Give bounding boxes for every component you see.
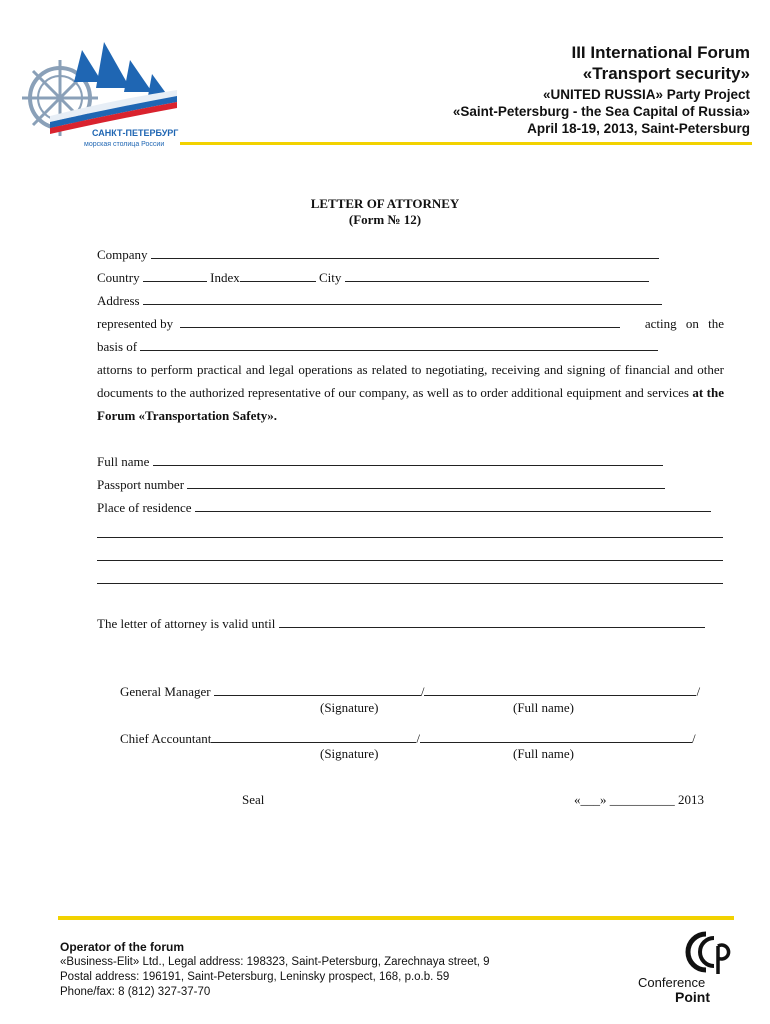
point-label: Point [675, 989, 710, 1005]
residence-line-3[interactable] [97, 560, 723, 561]
ca-fullname-field[interactable] [420, 732, 692, 743]
represented-row [97, 316, 724, 332]
residence-line-4[interactable] [97, 583, 723, 584]
residence-field[interactable] [195, 501, 711, 512]
gm-fullname-field[interactable] [424, 685, 696, 696]
header-line-4: «Saint-Petersburg - the Sea Capital of Russia» [452, 104, 750, 119]
passport-field[interactable] [187, 478, 665, 489]
ca-slash-end: / [691, 731, 696, 746]
gm-slash-end: / [696, 684, 701, 699]
city-label: City [318, 270, 342, 285]
city-field[interactable] [345, 271, 649, 282]
authority-paragraph [97, 358, 724, 427]
header-line-3: «UNITED RUSSIA» Party Project [542, 87, 750, 102]
gm-slash: / [420, 684, 425, 699]
chief-accountant-row [120, 731, 696, 747]
footer-line-3: Phone/fax: 8 (812) 327-37-70 [60, 986, 211, 998]
full-name-row [97, 454, 663, 470]
residence-line-2[interactable] [97, 537, 723, 538]
seal-label: Seal [242, 792, 265, 807]
passport-row [97, 477, 665, 493]
location-row [97, 270, 649, 286]
acting-label: acting on the [644, 316, 724, 331]
address-field[interactable] [143, 294, 662, 305]
general-manager-row [120, 684, 700, 700]
header-line-2: «Transport security» [582, 64, 750, 83]
conference-label: Conference [638, 975, 706, 990]
index-field[interactable] [240, 271, 316, 282]
ca-signature-field[interactable] [211, 732, 416, 743]
general-manager-label: General Manager [120, 684, 211, 699]
forum-logo [12, 30, 197, 155]
valid-until-field[interactable] [279, 617, 705, 628]
gm-fullname-caption: (Full name) [513, 700, 575, 715]
valid-until-row [97, 616, 705, 632]
index-label: Index [210, 270, 240, 285]
represented-label: represented by [97, 316, 174, 331]
address-label: Address [97, 293, 140, 308]
header-divider [180, 142, 752, 145]
full-name-label: Full name [97, 454, 150, 469]
address-row [97, 293, 662, 309]
residence-label: Place of residence [97, 500, 192, 515]
chief-accountant-label: Chief Accountant [120, 731, 212, 746]
passport-label: Passport number [97, 477, 185, 492]
document-title: LETTER OF ATTORNEY [310, 196, 460, 211]
company-field[interactable] [151, 248, 659, 259]
footer-divider [58, 916, 734, 920]
operator-title: Operator of the forum [60, 940, 185, 954]
logo-text: САНКТ-ПЕТЕРБУРГ [92, 128, 179, 138]
residence-row [97, 500, 711, 516]
basis-label: basis of [97, 339, 138, 354]
gm-signature-caption: (Signature) [320, 700, 379, 715]
conference-point-logo-icon [682, 928, 732, 976]
company-label: Company [97, 247, 148, 262]
company-row [97, 247, 659, 263]
footer-line-2: Postal address: 196191, Saint-Petersburg, Leninsky prospect, 168, p.o.b. 59 [60, 971, 450, 983]
ca-signature-caption: (Signature) [320, 746, 379, 761]
country-field[interactable] [143, 271, 207, 282]
represented-field[interactable] [180, 317, 620, 328]
header-line-5: April 18-19, 2013, Saint-Petersburg [527, 121, 750, 136]
valid-until-label: The letter of attorney is valid until [97, 616, 276, 631]
date-field[interactable]: «___» __________ 2013 [574, 792, 704, 807]
header-line-1: III International Forum [571, 43, 750, 62]
ca-slash: / [416, 731, 420, 746]
full-name-field[interactable] [153, 455, 663, 466]
basis-row [97, 339, 658, 355]
ca-fullname-caption: (Full name) [513, 746, 575, 761]
authority-bold-text: at the Forum «Transportation Safety». [97, 385, 724, 423]
document-subtitle: (Form № 12) [348, 212, 422, 227]
country-label: Country [97, 270, 140, 285]
authority-text: attorns to perform practical and legal operations as related to negotiating, receiving and signing of financial and other documents to the authorized representative of our company, as well as to order additional equipment and services [97, 362, 724, 400]
logo-subtext: морская столица России [84, 141, 165, 148]
basis-field[interactable] [140, 340, 658, 351]
footer-line-1: «Business-Elit» Ltd., Legal address: 198323, Saint-Petersburg, Zarechnaya street, 9 [60, 956, 490, 968]
gm-signature-field[interactable] [214, 685, 421, 696]
